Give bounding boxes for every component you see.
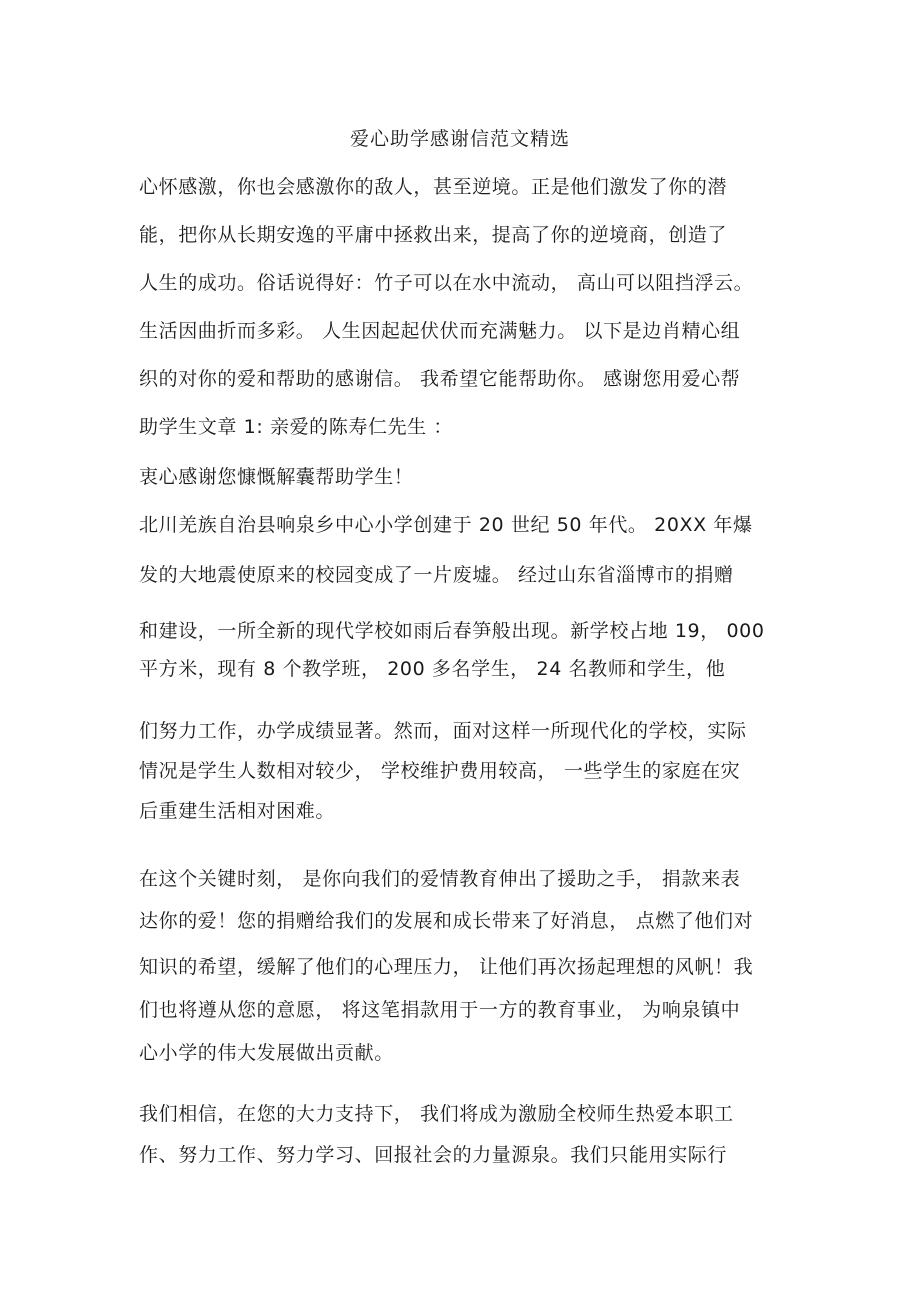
body-line: 发的大地震使原来的校园变成了一片废墟。 经过山东省淄博市的捐赠 [139,564,734,586]
body-line: 我们相信，在您的大力支持下， 我们将成为激励全校师生热爱本职工 [139,1103,734,1125]
body-line: 达你的爱！您的捐赠给我们的发展和成长带来了好消息， 点燃了他们对 [139,910,754,932]
body-line: 织的对你的爱和帮助的感谢信。 我希望它能帮助你。 感谢您用爱心帮 [139,368,741,390]
body-line: 衷心感谢您慷慨解囊帮助学生！ [139,466,414,488]
body-line: 北川羌族自治县响泉乡中心小学创建于 20 世纪 50 年代。 20XX 年爆 [139,514,753,536]
body-line: 能，把你从长期安逸的平庸中拯救出来，提高了你的逆境商，创造了 [139,224,728,246]
body-line: 人生的成功。俗话说得好：竹子可以在水中流动， 高山可以阻挡浮云。 [139,272,754,294]
document-title: 爱心助学感谢信范文精选 [349,128,570,150]
body-line: 知识的希望，缓解了他们的心理压力， 让他们再次扬起理想的风帆！我 [139,956,754,978]
body-line: 平方米，现有 8 个教学班， 200 多名学生， 24 名教师和学生，他 [139,658,726,680]
body-line: 和建设，一所全新的现代学校如雨后春笋般出现。新学校占地 19， 000 [139,620,765,642]
body-line: 心小学的伟大发展做出贡献。 [139,1042,394,1064]
body-line: 助学生文章 1: 亲爱的陈寿仁先生 ： [139,416,454,438]
body-line: 后重建生活相对困难。 [139,800,336,822]
body-line: 在这个关键时刻， 是你向我们的爱情教育伸出了援助之手， 捐款来表 [139,868,741,890]
body-line: 们也将遵从您的意愿， 将这笔捐款用于一方的教育事业， 为响泉镇中 [139,999,741,1021]
body-line: 心怀感激，你也会感激你的敌人，甚至逆境。正是他们激发了你的潜 [139,176,728,198]
body-line: 们努力工作，办学成绩显著。然而，面对这样一所现代化的学校，实际 [139,720,747,742]
body-line: 情况是学生人数相对较少， 学校维护费用较高， 一些学生的家庭在灾 [139,760,741,782]
body-line: 作、努力工作、努力学习、回报社会的力量源泉。我们只能用实际行 [139,1144,728,1166]
body-line: 生活因曲折而多彩。 人生因起起伏伏而充满魅力。 以下是边肖精心组 [139,320,741,342]
